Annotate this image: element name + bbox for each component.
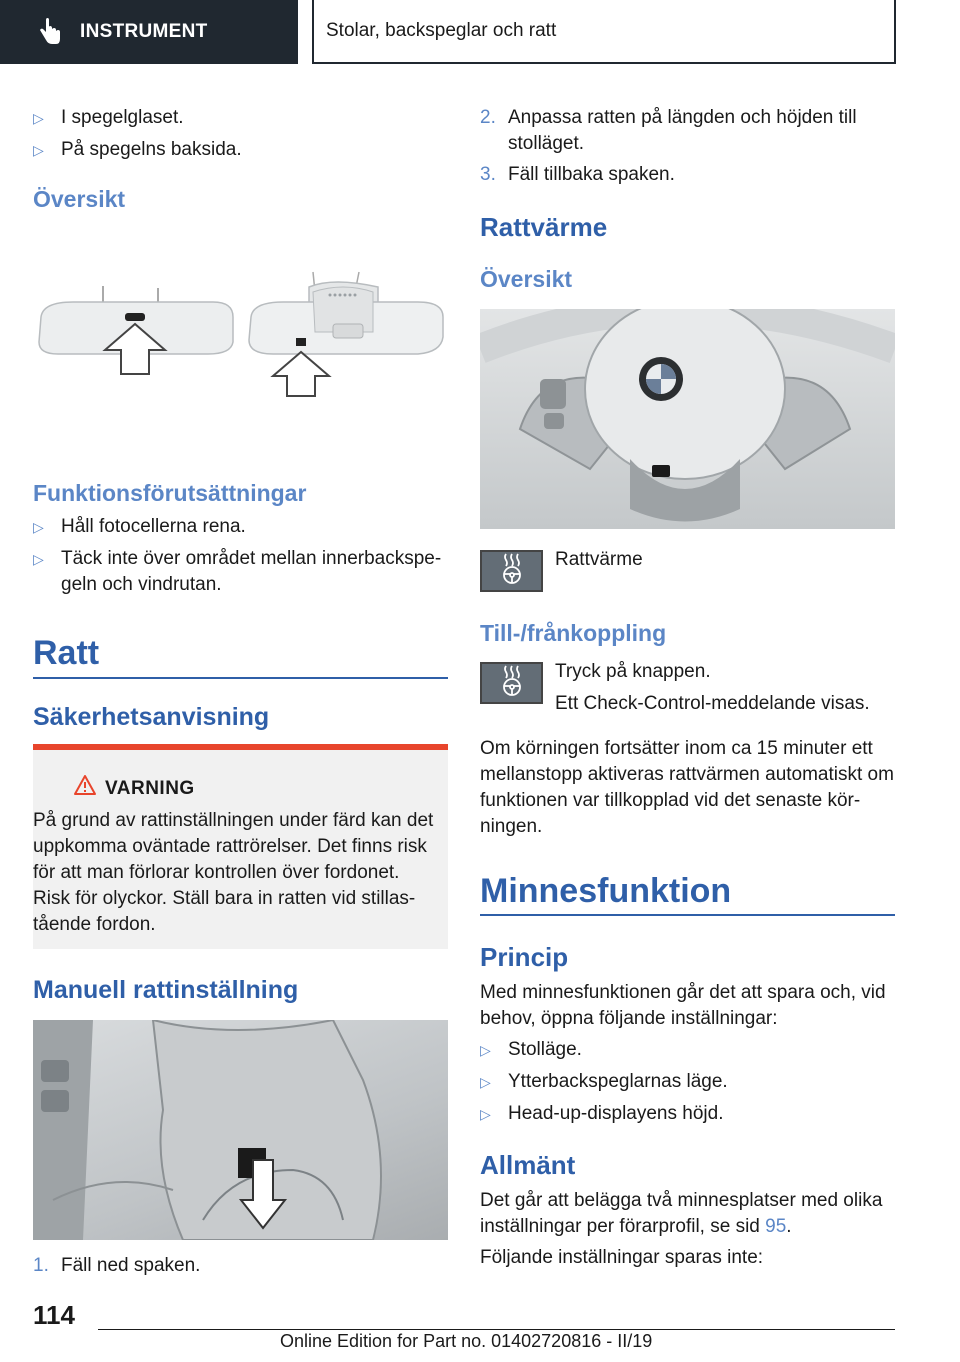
instruction-text: Ett Check-Control-meddelande visas.: [555, 693, 870, 714]
hand-pointer-icon: [34, 16, 66, 48]
heading-oversikt-right: Översikt: [480, 266, 573, 292]
warning-title: VARNING: [105, 778, 195, 799]
chapter-title: [312, 0, 896, 64]
paragraph: Följande inställningar sparas inte:: [480, 1247, 764, 1268]
warning-triangle-icon: [73, 774, 97, 801]
paragraph: Om körningen fortsätter inom ca 15 minuter ett mellanstopp aktiveras rattvärmen automatiskt om funktionen var tillkopplad vid det senaste kör- ningen.: [480, 738, 894, 837]
heading-till-frankoppling: Till-/frånkoppling: [480, 620, 667, 646]
list-item: ▷ Head-up-displayens höjd.: [480, 1101, 723, 1127]
section-label: INSTRUMENT: [80, 21, 208, 42]
heading-sakerhetsanvisning: Säkerhetsanvisning: [33, 703, 270, 731]
paragraph: Med minnesfunktionen går det att spara och, vid behov, öppna följande inställningar:: [480, 982, 886, 1029]
list-item: ▷ Täck inte över området mellan innerbackspe-: [33, 546, 441, 572]
heading-ratt: Ratt: [33, 634, 100, 672]
section-rule: [33, 677, 448, 679]
heated-steering-button-symbol: [480, 662, 543, 704]
list-item: ▷ Håll fotocellerna rena.: [33, 514, 246, 540]
heading-allmant: Allmänt: [480, 1150, 576, 1180]
page-link[interactable]: 95: [765, 1216, 787, 1237]
triangle-bullet-icon: ▷: [480, 1074, 491, 1090]
steering-lever-illustration: [33, 1020, 448, 1240]
paragraph: Det går att belägga två minnesplatser med olika inställningar per förarprofil, se sid 95.: [480, 1190, 883, 1237]
list-item-continuation: geln och vindrutan.: [61, 574, 222, 595]
warning-text: På grund av rattinställningen under färd kan det uppkomma oväntade rattrörelser. Det finns risk för att man förlorar kontrollen över fordonet. Risk för olyckor. Ställ bara in ratten vid stillas- tående fordon.: [33, 810, 434, 935]
triangle-bullet-icon: ▷: [33, 142, 44, 158]
list-item: ▷ Stolläge.: [480, 1037, 582, 1063]
section-rule: [480, 914, 895, 916]
heated-steering-wheel-icon: [497, 553, 527, 590]
warning-box: [33, 744, 448, 949]
step-item: 1. Fäll ned spaken.: [33, 1255, 201, 1276]
list-item: ▷ Ytterbackspeglarnas läge.: [480, 1069, 728, 1095]
heated-steering-wheel-icon: [497, 665, 527, 702]
step-item: 2. Anpassa ratten på längden och höjden till: [480, 107, 857, 128]
steering-wheel-illustration: [480, 309, 895, 529]
footer-rule: [98, 1329, 895, 1330]
heated-steering-button-symbol: [480, 550, 543, 592]
list-item: ▷ På spegelns baksida.: [33, 137, 242, 163]
triangle-bullet-icon: ▷: [480, 1106, 491, 1122]
chapter-label: Stolar, backspeglar och ratt: [326, 20, 557, 41]
symbol-label: Rattvärme: [555, 549, 643, 570]
step-continuation: stolläget.: [508, 133, 585, 154]
triangle-bullet-icon: ▷: [33, 110, 44, 126]
section-tab: [0, 0, 298, 64]
triangle-bullet-icon: ▷: [33, 551, 44, 567]
step-item: 3. Fäll tillbaka spaken.: [480, 164, 675, 185]
list-item: ▷ I spegelglaset.: [33, 105, 184, 131]
heading-princip: Princip: [480, 942, 569, 972]
page-number: 114: [33, 1300, 75, 1330]
heading-funktionsforutsattningar: Funktionsförutsättningar: [33, 480, 307, 506]
mirror-illustration: [33, 262, 448, 422]
heading-minnesfunktion: Minnesfunktion: [480, 872, 732, 910]
heading-oversikt: Översikt: [33, 186, 126, 212]
heading-rattvarme: Rattvärme: [480, 212, 608, 242]
footer-edition: Online Edition for Part no. 01402720816 - II/19: [280, 1331, 653, 1351]
instruction-text: Tryck på knappen.: [555, 661, 711, 682]
heading-manuell-rattinstallning: Manuell rattinställning: [33, 976, 299, 1004]
triangle-bullet-icon: ▷: [480, 1042, 491, 1058]
triangle-bullet-icon: ▷: [33, 519, 44, 535]
